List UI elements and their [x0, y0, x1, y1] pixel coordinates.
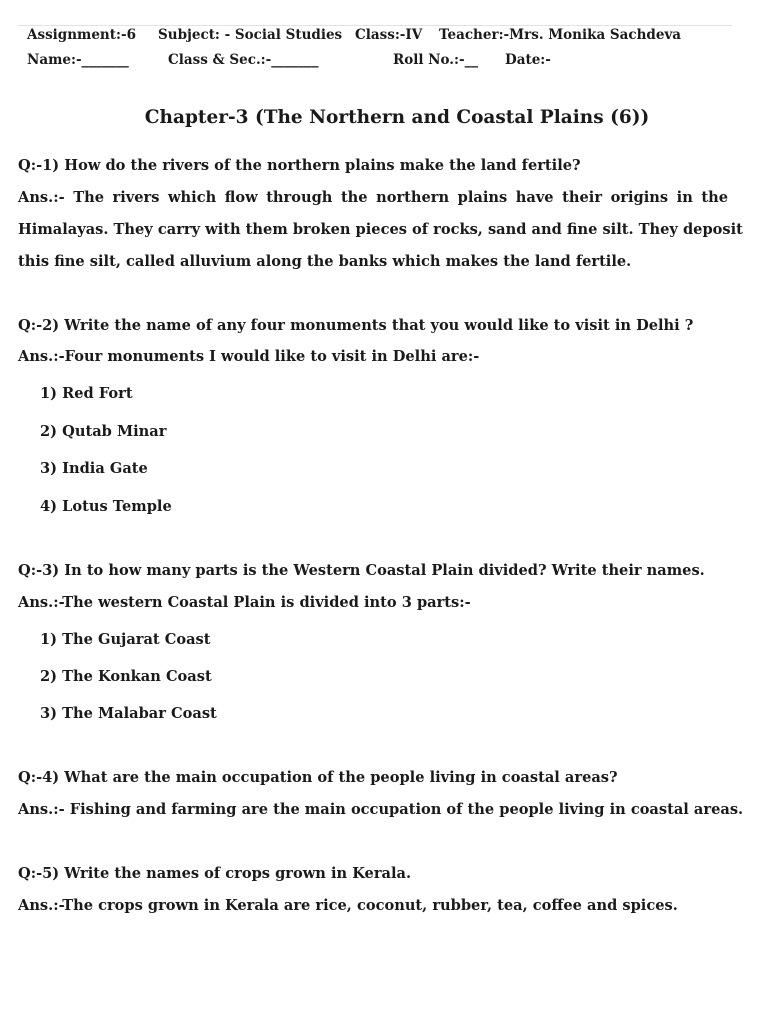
q2-item-1: 1) Red Fort — [40, 385, 133, 402]
chapter-title: Chapter-3 (The Northern and Coastal Plains (6)) — [144, 107, 650, 128]
q4-answer: Ans.:- Fishing and farming are the main occupation of the people living in coastal areas. — [18, 801, 744, 818]
q2-question: Q:-2) Write the name of any four monuments that you would like to visit in Delhi ? — [18, 317, 694, 334]
q2-item-3: 3) India Gate — [40, 460, 148, 477]
header-roll-no: Roll No.:-__ — [393, 52, 479, 68]
q3-question: Q:-3) In to how many parts is the Western Coastal Plain divided? Write their names. — [18, 562, 705, 579]
q5-answer: Ans.:-The crops grown in Kerala are rice, coconut, rubber, tea, coffee and spices. — [18, 897, 678, 914]
header-date: Date:- — [505, 52, 551, 68]
q3-item-1: 1) The Gujarat Coast — [40, 631, 211, 648]
q1-answer-line-2: Himalayas. They carry with them broken pieces of rocks, sand and fine silt. They deposit — [18, 221, 743, 238]
q1-answer-line-3: this fine silt, called alluvium along the banks which makes the land fertile. — [18, 253, 632, 270]
header-subject: Subject: - Social Studies — [158, 27, 343, 43]
q5-question: Q:-5) Write the names of crops grown in Kerala. — [18, 865, 412, 882]
q4-question: Q:-4) What are the main occupation of the people living in coastal areas? — [18, 769, 618, 786]
q3-item-2: 2) The Konkan Coast — [40, 668, 212, 685]
q2-item-4: 4) Lotus Temple — [40, 498, 172, 515]
q2-item-2: 2) Qutab Minar — [40, 423, 167, 440]
q2-answer: Ans.:-Four monuments I would like to visit in Delhi are:- — [18, 348, 480, 365]
header-teacher: Teacher:-Mrs. Monika Sachdeva — [439, 27, 682, 43]
header-assignment: Assignment:-6 — [27, 27, 136, 43]
header-class-sec: Class & Sec.:-_______ — [168, 52, 319, 68]
header-class: Class:-IV — [355, 27, 423, 43]
q1-answer-line-1: Ans.:- The rivers which flow through the northern plains have their origins in the — [18, 189, 728, 206]
q3-item-3: 3) The Malabar Coast — [40, 705, 217, 722]
q3-answer: Ans.:-The western Coastal Plain is divided into 3 parts:- — [18, 594, 471, 611]
q1-question: Q:-1) How do the rivers of the northern plains make the land fertile? — [18, 157, 581, 174]
header-name: Name:-_______ — [27, 52, 129, 68]
